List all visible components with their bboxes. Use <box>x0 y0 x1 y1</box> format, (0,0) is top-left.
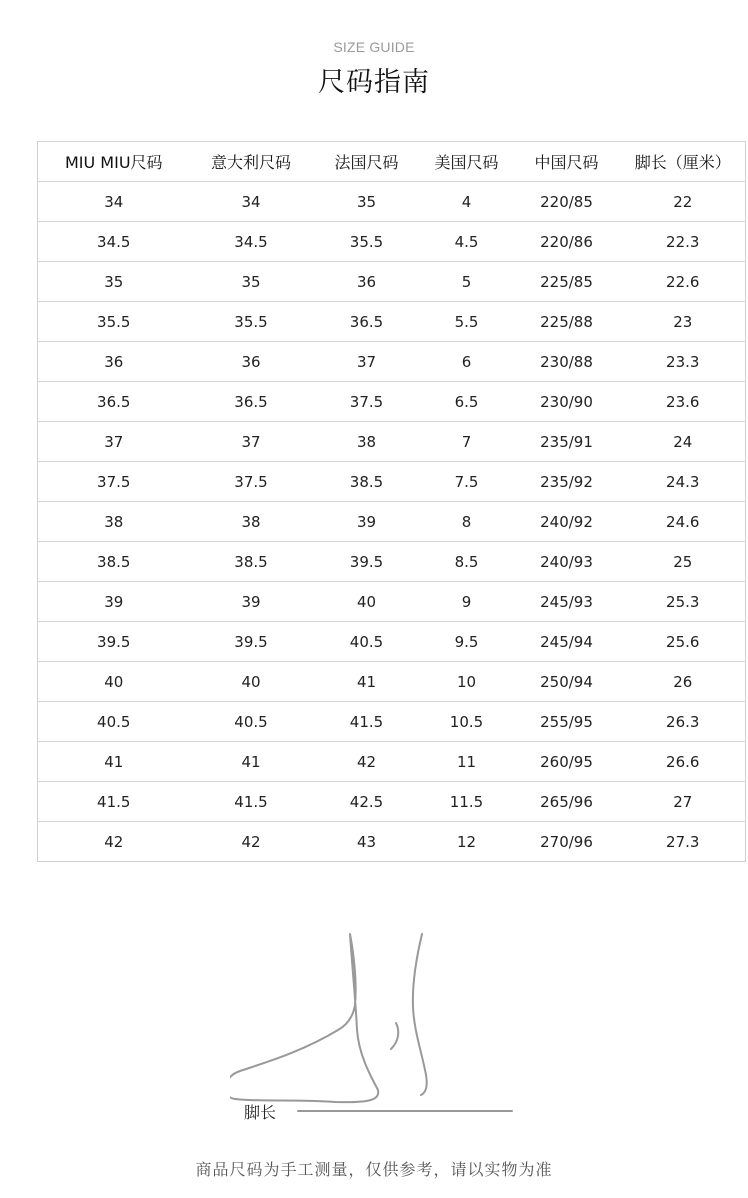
column-header-italy-size: 意大利尺码 <box>190 142 313 182</box>
column-header-france-size: 法国尺码 <box>313 142 421 182</box>
table-cell: 240/93 <box>513 542 621 582</box>
table-cell: 37.5 <box>190 462 313 502</box>
column-header-foot-length: 脚长（厘米） <box>621 142 746 182</box>
column-header-us-size: 美国尺码 <box>421 142 513 182</box>
table-cell: 26 <box>621 662 746 702</box>
table-cell: 38 <box>313 422 421 462</box>
table-cell: 10.5 <box>421 702 513 742</box>
table-cell: 260/95 <box>513 742 621 782</box>
table-cell: 38.5 <box>38 542 190 582</box>
table-cell: 34.5 <box>190 222 313 262</box>
table-cell: 34.5 <box>38 222 190 262</box>
table-cell: 39.5 <box>190 622 313 662</box>
foot-outline-icon <box>230 925 530 1125</box>
table-cell: 42 <box>38 822 190 862</box>
table-cell: 22.3 <box>621 222 746 262</box>
column-header-china-size: 中国尺码 <box>513 142 621 182</box>
table-cell: 35.5 <box>313 222 421 262</box>
table-cell: 41 <box>38 742 190 782</box>
table-row <box>38 742 746 782</box>
table-row <box>38 382 746 422</box>
table-cell: 41.5 <box>190 782 313 822</box>
table-row <box>38 702 746 742</box>
page-title: 尺码指南 <box>318 67 430 98</box>
table-cell: 42.5 <box>313 782 421 822</box>
table-cell: 9 <box>421 582 513 622</box>
table-cell: 11 <box>421 742 513 782</box>
table-row <box>38 342 746 382</box>
table-cell: 35.5 <box>190 302 313 342</box>
table-cell: 6.5 <box>421 382 513 422</box>
table-cell: 4 <box>421 182 513 222</box>
table-row <box>38 622 746 662</box>
table-cell: 24.3 <box>621 462 746 502</box>
table-cell: 34 <box>190 182 313 222</box>
table-row <box>38 262 746 302</box>
table-cell: 235/92 <box>513 462 621 502</box>
table-row <box>38 302 746 342</box>
size-table-body <box>38 182 746 862</box>
footnote: 商品尺码为手工测量，仅供参考，请以实物为准 <box>195 1160 553 1179</box>
table-row <box>38 422 746 462</box>
table-cell: 7 <box>421 422 513 462</box>
table-cell: 10 <box>421 662 513 702</box>
table-cell: 24.6 <box>621 502 746 542</box>
table-cell: 37.5 <box>313 382 421 422</box>
table-cell: 27.3 <box>621 822 746 862</box>
table-cell: 25.3 <box>621 582 746 622</box>
table-cell: 220/85 <box>513 182 621 222</box>
table-cell: 39 <box>313 502 421 542</box>
table-cell: 34 <box>38 182 190 222</box>
table-cell: 39 <box>190 582 313 622</box>
table-cell: 39.5 <box>313 542 421 582</box>
table-cell: 4.5 <box>421 222 513 262</box>
table-cell: 22.6 <box>621 262 746 302</box>
table-cell: 40 <box>313 582 421 622</box>
size-guide-subtitle: SIZE GUIDE <box>333 39 415 55</box>
table-cell: 245/94 <box>513 622 621 662</box>
table-cell: 42 <box>313 742 421 782</box>
table-cell: 38 <box>190 502 313 542</box>
table-row <box>38 542 746 582</box>
column-header-miumiu-size: MIU MIU尺码 <box>38 142 190 182</box>
table-cell: 9.5 <box>421 622 513 662</box>
table-row <box>38 782 746 822</box>
table-cell: 270/96 <box>513 822 621 862</box>
table-cell: 225/85 <box>513 262 621 302</box>
table-row <box>38 662 746 702</box>
table-cell: 245/93 <box>513 582 621 622</box>
table-cell: 230/88 <box>513 342 621 382</box>
table-cell: 220/86 <box>513 222 621 262</box>
table-cell: 8.5 <box>421 542 513 582</box>
table-cell: 35 <box>190 262 313 302</box>
table-cell: 41 <box>190 742 313 782</box>
table-cell: 7.5 <box>421 462 513 502</box>
table-cell: 23 <box>621 302 746 342</box>
table-cell: 37 <box>313 342 421 382</box>
table-cell: 23.3 <box>621 342 746 382</box>
size-table-header <box>38 142 746 182</box>
table-cell: 35.5 <box>38 302 190 342</box>
table-cell: 39.5 <box>38 622 190 662</box>
table-cell: 265/96 <box>513 782 621 822</box>
table-cell: 35 <box>313 182 421 222</box>
table-row <box>38 582 746 622</box>
table-row <box>38 822 746 862</box>
table-cell: 36.5 <box>38 382 190 422</box>
table-cell: 43 <box>313 822 421 862</box>
table-cell: 26.6 <box>621 742 746 782</box>
table-row <box>38 502 746 542</box>
table-cell: 23.6 <box>621 382 746 422</box>
table-cell: 27 <box>621 782 746 822</box>
table-row <box>38 182 746 222</box>
table-cell: 39 <box>38 582 190 622</box>
table-cell: 25.6 <box>621 622 746 662</box>
table-cell: 36 <box>190 342 313 382</box>
table-cell: 225/88 <box>513 302 621 342</box>
table-cell: 40.5 <box>38 702 190 742</box>
table-cell: 35 <box>38 262 190 302</box>
table-row <box>38 462 746 502</box>
table-cell: 24 <box>621 422 746 462</box>
table-cell: 40 <box>38 662 190 702</box>
header-row <box>38 142 746 182</box>
table-cell: 255/95 <box>513 702 621 742</box>
table-cell: 12 <box>421 822 513 862</box>
table-row <box>38 222 746 262</box>
table-cell: 37 <box>190 422 313 462</box>
table-cell: 5 <box>421 262 513 302</box>
table-cell: 36 <box>313 262 421 302</box>
table-cell: 6 <box>421 342 513 382</box>
table-cell: 41 <box>313 662 421 702</box>
table-cell: 38.5 <box>313 462 421 502</box>
table-cell: 41.5 <box>313 702 421 742</box>
table-cell: 40.5 <box>190 702 313 742</box>
table-cell: 42 <box>190 822 313 862</box>
table-cell: 37 <box>38 422 190 462</box>
table-cell: 38 <box>38 502 190 542</box>
table-cell: 25 <box>621 542 746 582</box>
table-cell: 40 <box>190 662 313 702</box>
table-cell: 235/91 <box>513 422 621 462</box>
size-table <box>37 141 746 862</box>
table-cell: 26.3 <box>621 702 746 742</box>
table-cell: 5.5 <box>421 302 513 342</box>
foot-length-label: 脚长 <box>244 1103 277 1122</box>
table-cell: 36.5 <box>190 382 313 422</box>
table-cell: 38.5 <box>190 542 313 582</box>
table-cell: 36 <box>38 342 190 382</box>
table-cell: 22 <box>621 182 746 222</box>
table-cell: 240/92 <box>513 502 621 542</box>
table-cell: 37.5 <box>38 462 190 502</box>
table-cell: 230/90 <box>513 382 621 422</box>
table-cell: 8 <box>421 502 513 542</box>
table-cell: 250/94 <box>513 662 621 702</box>
table-cell: 40.5 <box>313 622 421 662</box>
table-cell: 11.5 <box>421 782 513 822</box>
table-cell: 41.5 <box>38 782 190 822</box>
table-cell: 36.5 <box>313 302 421 342</box>
